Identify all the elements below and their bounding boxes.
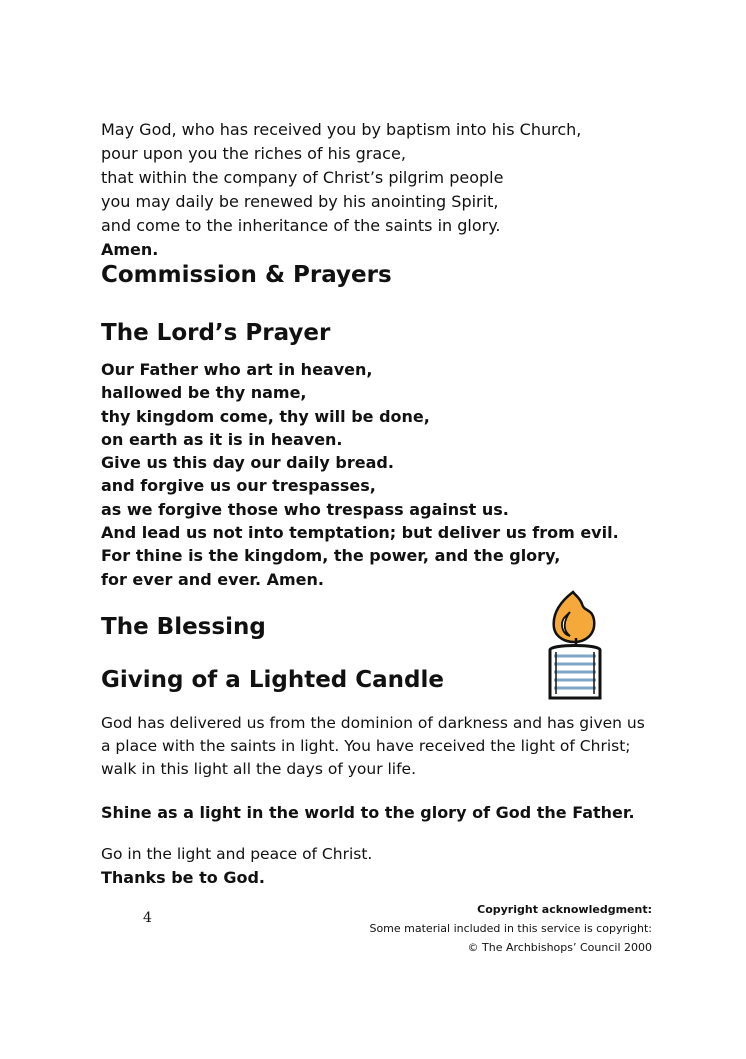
page-number: 4 bbox=[143, 910, 152, 926]
heading-the-blessing: The Blessing bbox=[101, 614, 266, 640]
prayer-line: and forgive us our trespasses, bbox=[101, 476, 376, 496]
lords-prayer-text bbox=[101, 358, 619, 591]
prayer-line: hallowed be thy name, bbox=[101, 383, 307, 403]
dismissal-line: Go in the light and peace of Christ. bbox=[101, 845, 373, 863]
blessing-text bbox=[101, 118, 581, 262]
heading-lords-prayer: The Lord’s Prayer bbox=[101, 320, 331, 346]
prayer-line: on earth as it is in heaven. bbox=[101, 429, 343, 449]
candle-line: walk in this light all the days of your life. bbox=[101, 760, 417, 778]
copyright-notice bbox=[369, 900, 652, 957]
heading-commission-prayers: Commission & Prayers bbox=[101, 262, 392, 288]
blessing-line: you may daily be renewed by his anointing Spirit, bbox=[101, 192, 499, 211]
candle-line: God has delivered us from the dominion of darkness and has given us bbox=[101, 714, 645, 732]
dismissal-block bbox=[101, 843, 372, 889]
blessing-line: pour upon you the riches of his grace, bbox=[101, 144, 406, 163]
blessing-line: that within the company of Christ’s pilgrim people bbox=[101, 168, 504, 187]
prayer-line: Give us this day our daily bread. bbox=[101, 453, 394, 473]
copyright-title: Copyright acknowledgment: bbox=[477, 903, 652, 916]
blessing-line: and come to the inheritance of the saints in glory. bbox=[101, 216, 501, 235]
dismissal-response: Thanks be to God. bbox=[101, 868, 265, 887]
amen-response: Amen. bbox=[101, 240, 159, 259]
prayer-line: as we forgive those who trespass against us. bbox=[101, 499, 509, 519]
baptism-blessing bbox=[101, 102, 581, 278]
lit-candle-icon bbox=[540, 588, 610, 703]
copyright-line: © The Archbishops’ Council 2000 bbox=[467, 941, 652, 954]
prayer-line: For thine is the kingdom, the power, and the glory, bbox=[101, 546, 561, 566]
prayer-line: for ever and ever. Amen. bbox=[101, 569, 324, 589]
prayer-line: Our Father who art in heaven, bbox=[101, 360, 373, 379]
candle-paragraph bbox=[101, 712, 645, 781]
prayer-line: thy kingdom come, thy will be done, bbox=[101, 406, 430, 426]
heading-lighted-candle: Giving of a Lighted Candle bbox=[101, 667, 444, 693]
blessing-line: May God, who has received you by baptism into his Church, bbox=[101, 120, 582, 139]
copyright-line: Some material included in this service is copyright: bbox=[369, 922, 652, 935]
prayer-line: And lead us not into temptation; but deliver us from evil. bbox=[101, 523, 619, 543]
candle-line: a place with the saints in light. You have received the light of Christ; bbox=[101, 737, 631, 755]
shine-response: Shine as a light in the world to the glory of God the Father. bbox=[101, 803, 635, 822]
